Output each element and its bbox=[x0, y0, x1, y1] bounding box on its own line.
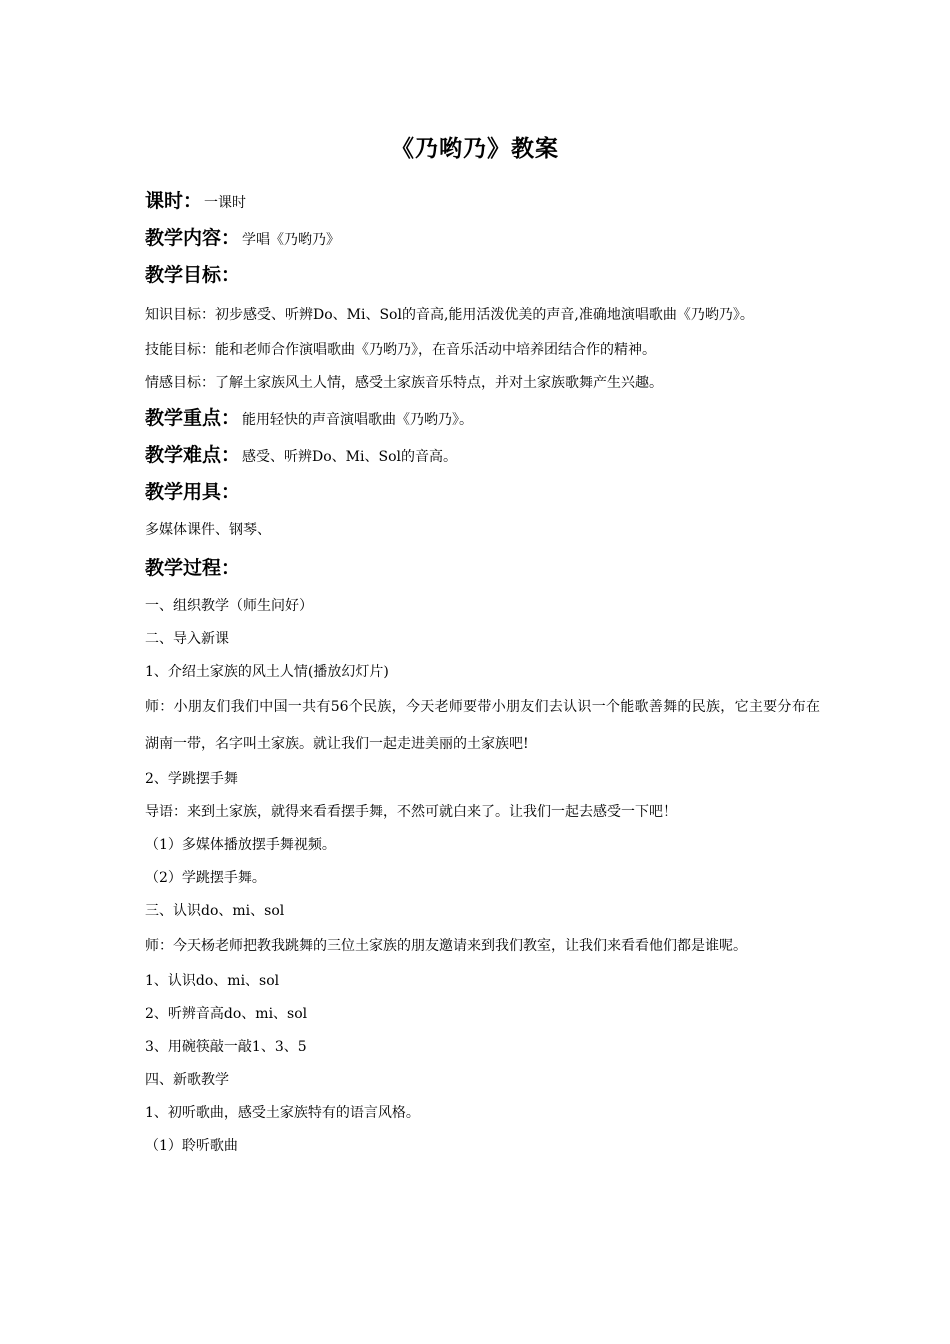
process-item: 师：今天杨老师把教我跳舞的三位土家族的朋友邀请来到我们教室，让我们来看看他们都是谁呢。 bbox=[145, 938, 747, 954]
process-item: 导语：来到土家族，就得来看看摆手舞，不然可就白来了。让我们一起去感受一下吧！ bbox=[145, 804, 677, 820]
objective-emotion: 情感目标：了解土家族风土人情，感受土家族音乐特点，并对土家族歌舞产生兴趣。 bbox=[145, 375, 663, 391]
tools-label: 教学用具： bbox=[145, 481, 241, 503]
process-item: 3、用碗筷敲一敲1、3、5 bbox=[145, 1039, 307, 1055]
process-item: 1、认识do、mi、sol bbox=[145, 973, 280, 989]
class-hours-line bbox=[145, 183, 820, 220]
teaching-content-value: 学唱《乃哟乃》 bbox=[242, 232, 341, 248]
difficulty-line bbox=[145, 437, 820, 474]
process-label: 教学过程： bbox=[145, 557, 241, 579]
process-item: 1、介绍土家族的风土人情(播放幻灯片) bbox=[145, 664, 389, 680]
process-item: （1）多媒体播放摆手舞视频。 bbox=[145, 837, 336, 853]
document-title: 《乃哟乃》教案 bbox=[391, 136, 559, 162]
objective-skill: 技能目标：能和老师合作演唱歌曲《乃哟乃》，在音乐活动中培养团结合作的精神。 bbox=[145, 342, 656, 358]
process-item: 一、组织教学（师生问好） bbox=[145, 598, 313, 614]
key-point-line bbox=[145, 400, 820, 437]
process-item: 1、初听歌曲，感受土家族特有的语言风格。 bbox=[145, 1105, 420, 1121]
process-item: 三、认识do、mi、sol bbox=[145, 903, 285, 919]
process-item: 二、导入新课 bbox=[145, 631, 229, 647]
objective-knowledge: 知识目标：初步感受、听辨Do、Mi、Sol的音高,能用活泼优美的声音,准确地演唱歌曲《乃哟乃》。 bbox=[145, 307, 754, 323]
difficulty-label: 教学难点： bbox=[145, 444, 241, 466]
process-item: 四、新歌教学 bbox=[145, 1072, 229, 1088]
process-item: （2）学跳摆手舞。 bbox=[145, 870, 266, 886]
process-item: 师：小朋友们我们中国一共有56个民族，今天老师要带小朋友们去认识一个能歌善舞的民族，它主要分布在湖南一带，名字叫土家族。就让我们一起走进美丽的土家族吧! bbox=[145, 699, 820, 752]
process-item: 2、学跳摆手舞 bbox=[145, 771, 238, 787]
teaching-content-line bbox=[145, 220, 820, 257]
process-item: 2、听辨音高do、mi、sol bbox=[145, 1006, 308, 1022]
tools-value: 多媒体课件、钢琴、 bbox=[145, 522, 271, 538]
process-heading bbox=[145, 550, 820, 587]
key-point-label: 教学重点： bbox=[145, 407, 241, 429]
process-item: （1）聆听歌曲 bbox=[145, 1138, 238, 1154]
teaching-objectives-label: 教学目标： bbox=[145, 264, 241, 286]
key-point-value: 能用轻快的声音演唱歌曲《乃哟乃》。 bbox=[242, 412, 474, 428]
tools-heading bbox=[145, 474, 820, 511]
class-hours-value: 一课时 bbox=[204, 195, 247, 211]
difficulty-value: 感受、听辨Do、Mi、Sol的音高。 bbox=[242, 449, 457, 465]
teaching-objectives-heading bbox=[145, 257, 820, 294]
document-body bbox=[145, 183, 820, 1163]
class-hours-label: 课时： bbox=[145, 190, 203, 212]
teaching-content-label: 教学内容： bbox=[145, 227, 241, 249]
